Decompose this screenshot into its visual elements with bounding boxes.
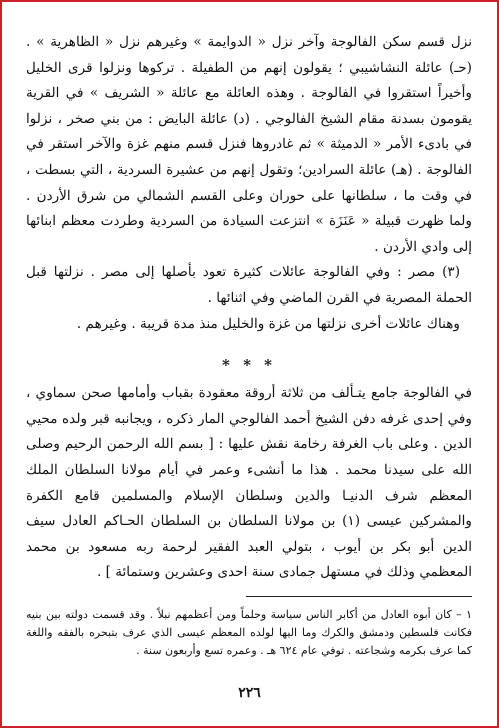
footnote-rule [246, 596, 472, 597]
paragraph-egypt: (٣) مصر : وفي الفالوجة عائلات كثيرة تعود بأصلها إلى مصر . نزلتها قبل الحملة المصرية في القرن الماضي وفي اثنائها . [26, 264, 472, 306]
paragraph-mosque: في الفالوجة جامع يتـألف من ثلاثة أروقة معقودة بقباب وأمامها صحن سماوي ، وفي إحدى غرفه دفن الشيخ أحمد الفالوجي المار ذكره ، ويجانبه قبر ولده محيي الدين . وعلى باب الغرفة رخامة نقش عليها : [ بسم الله الرحمن الرحيم وصلى الله على سيدنا محمد . هذا ما أنشىء وعمر في أيام مولانا السلطان الملك المعظم شرف الدنيـا والدين وسلطان الإسلام والمسلمين قامع الكفرة والمشركين عيسى (١) بن مولانا السلطان بن السلطان الحـاكم العادل سيف الدين أبو بكر بن أيوب ، بتولي العبد الفقير لرحمة ربه مسعود بن محمد المعظمي وذلك في مستهل جمادى سنة احدى وعشرين وستمائة ] . [26, 385, 472, 581]
paragraph-families: نزل قسم سكن الفالوجة وآخر نزل « الدوايمة » وغيرهم نزل « الظاهرية » . (حـ) عائلة النشاشيبي ؛ يقولون إنهم من الطفيلة . تركوها ونزلوا قرى الخليل وأخيراً استقروا في الفالوجة . وهذه العائلة مع عائلة « الشريف » في القرية يقومون بسدنة مقام الشيخ الفالوجي . (د) عائلة البايض : من بني صخر ، نزلوا في بادىء الأمر « الدميثة » ثم غادروها فنزل قسم منهم غزة والآخر استقر في الفالوجة . (هـ) عائلة السرادين؛ وتقول إنهم من عشيرة السردية ، التي بسطت ، في وقت ما ، سلطانها على حوران وعلى القسم الشمالي من شرق الأردن . ولما ظهرت قبيلة « عَنَزَة » انتزعت السيادة من السردية وطردت معظم ابنائها إلى وادي الأردن . [26, 34, 472, 255]
paragraph-others: وهناك عائلات أخرى نزلتها من غزة والخليل منذ مدة قريبة . وغيرهم . [76, 315, 460, 332]
section-separator: * * * [222, 356, 276, 375]
footnote: ١ – كان أبوه العادل من أكابر الناس سياسة وحلماً ومن أعظمهم نبلاً . وقد قسمت دولته بين بنيه فكانت فلسطين ودمشق والكرك وما اليها لولده المعظم عيسى الذي عرف بتبحره بالفقه واللغة كما عرف بكرمه وشجاعته . توفي عام ٦٢٤ هـ . وعمره تسع وأربعون سنة . [26, 608, 472, 657]
document-body [26, 30, 472, 586]
page-number: ٢٢٦ [238, 685, 261, 701]
